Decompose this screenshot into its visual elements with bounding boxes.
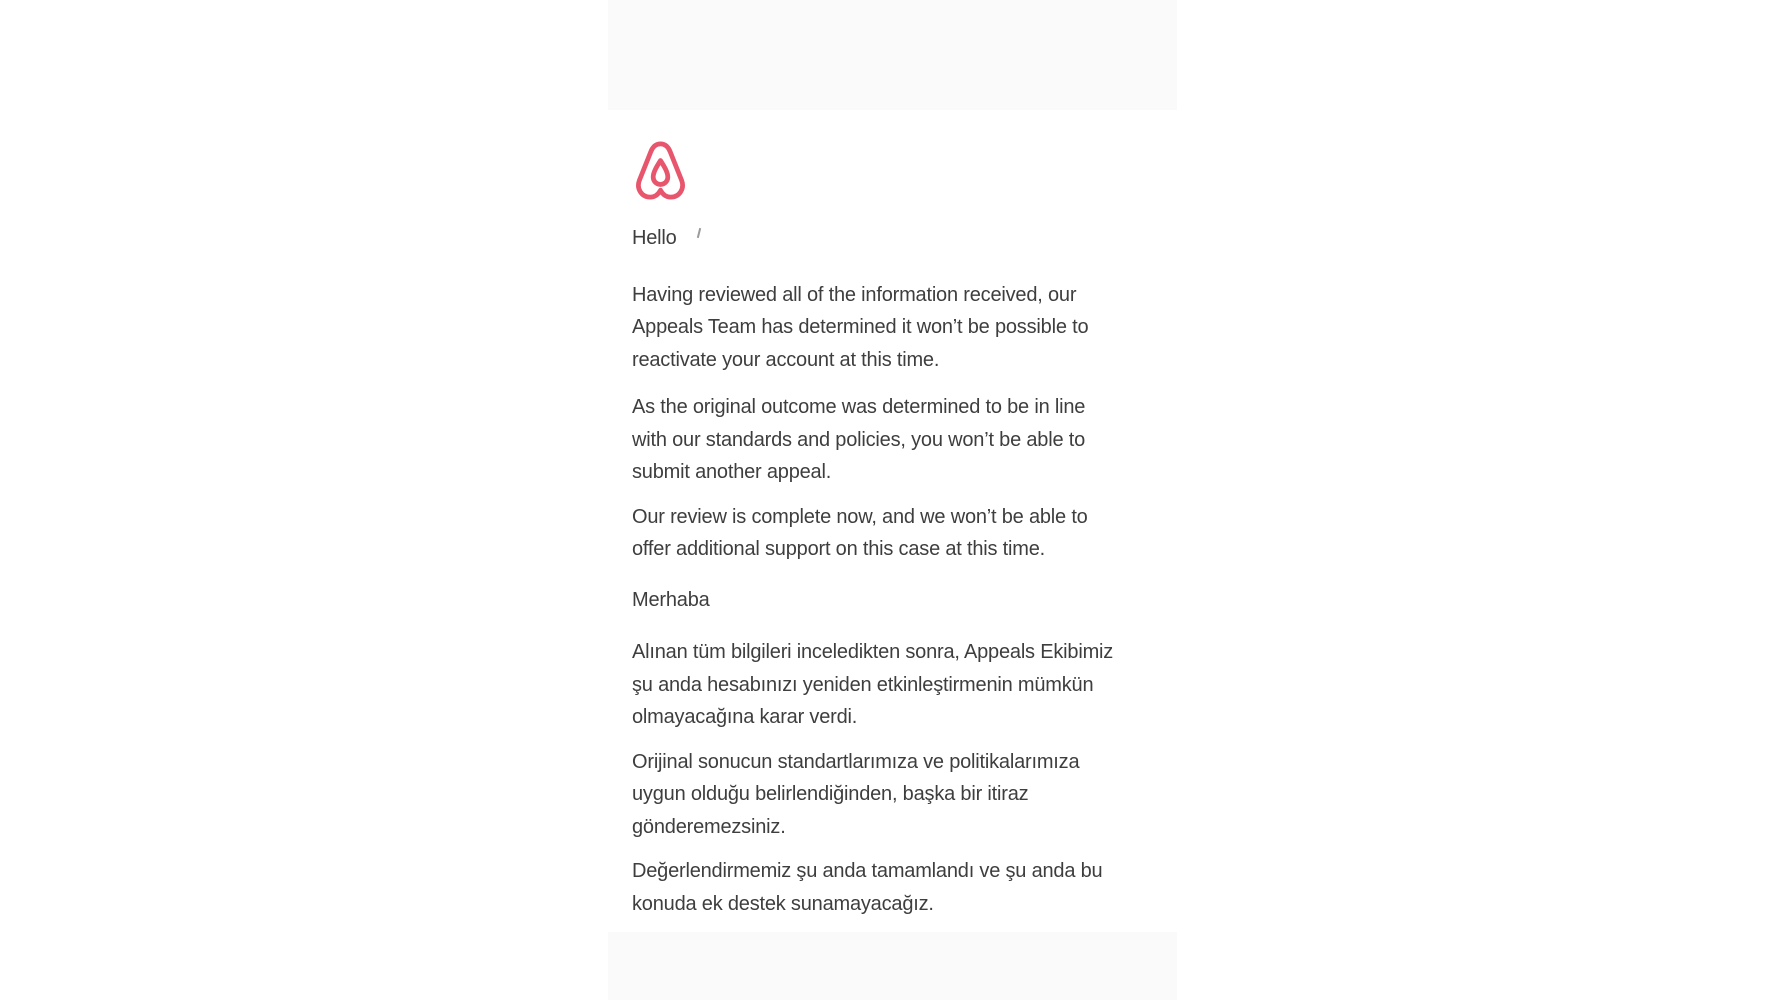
paragraph-tr-3-line: konuda ek destek sunamayacağız. <box>632 892 934 915</box>
airbnb-belo-icon <box>632 140 689 201</box>
paragraph-tr-2-line: uygun olduğu belirlendiğinden, başka bir itiraz <box>632 783 1029 805</box>
paragraph-tr-2 <box>632 746 1153 844</box>
paragraph-en-3-line: Our review is complete now, and we won’t be able to <box>632 505 1088 528</box>
paragraph-tr-3 <box>632 855 1153 920</box>
paragraph-en-1-line: Having reviewed all of the information received, our <box>632 283 1077 306</box>
paragraph-en-3 <box>632 501 1153 566</box>
greeting-tr-text: Merhaba <box>632 588 710 611</box>
paragraph-en-2-line: submit another appeal. <box>632 461 832 483</box>
paragraph-tr-1 <box>632 636 1153 734</box>
paragraph-tr-2-line: Orijinal sonucun standartlarımıza ve politikalarımıza <box>632 750 1080 773</box>
greeting-en <box>632 222 1153 255</box>
redacted-name-mark <box>696 228 700 238</box>
paragraph-en-1-line: reactivate your account at this time. <box>632 348 940 371</box>
email-body <box>608 110 1177 932</box>
greeting-tr <box>632 584 1153 617</box>
paragraph-en-2 <box>632 391 1153 489</box>
paragraph-tr-1-line: olmayacağına karar verdi. <box>632 706 858 728</box>
paragraph-tr-1-line: Alınan tüm bilgileri inceledikten sonra, Appeals Ekibimiz <box>632 641 1114 663</box>
paragraph-en-1-line: Appeals Team has determined it won’t be possible to <box>632 316 1089 338</box>
paragraph-tr-3-line: Değerlendirmemiz şu anda tamamlandı ve şu anda bu <box>632 860 1103 882</box>
paragraph-en-3-line: offer additional support on this case at this time. <box>632 538 1046 560</box>
paragraph-en-2-line: As the original outcome was determined to be in line <box>632 396 1086 418</box>
paragraph-en-2-line: with our standards and policies, you won’t be able to <box>632 428 1086 451</box>
paragraph-en-1 <box>632 279 1153 377</box>
paragraph-tr-1-line: şu anda hesabınızı yeniden etkinleştirmenin mümkün <box>632 673 1094 696</box>
email-viewport <box>608 0 1177 1000</box>
greeting-en-text: Hello <box>632 227 677 249</box>
paragraph-tr-2-line: gönderemezsiniz. <box>632 815 786 838</box>
